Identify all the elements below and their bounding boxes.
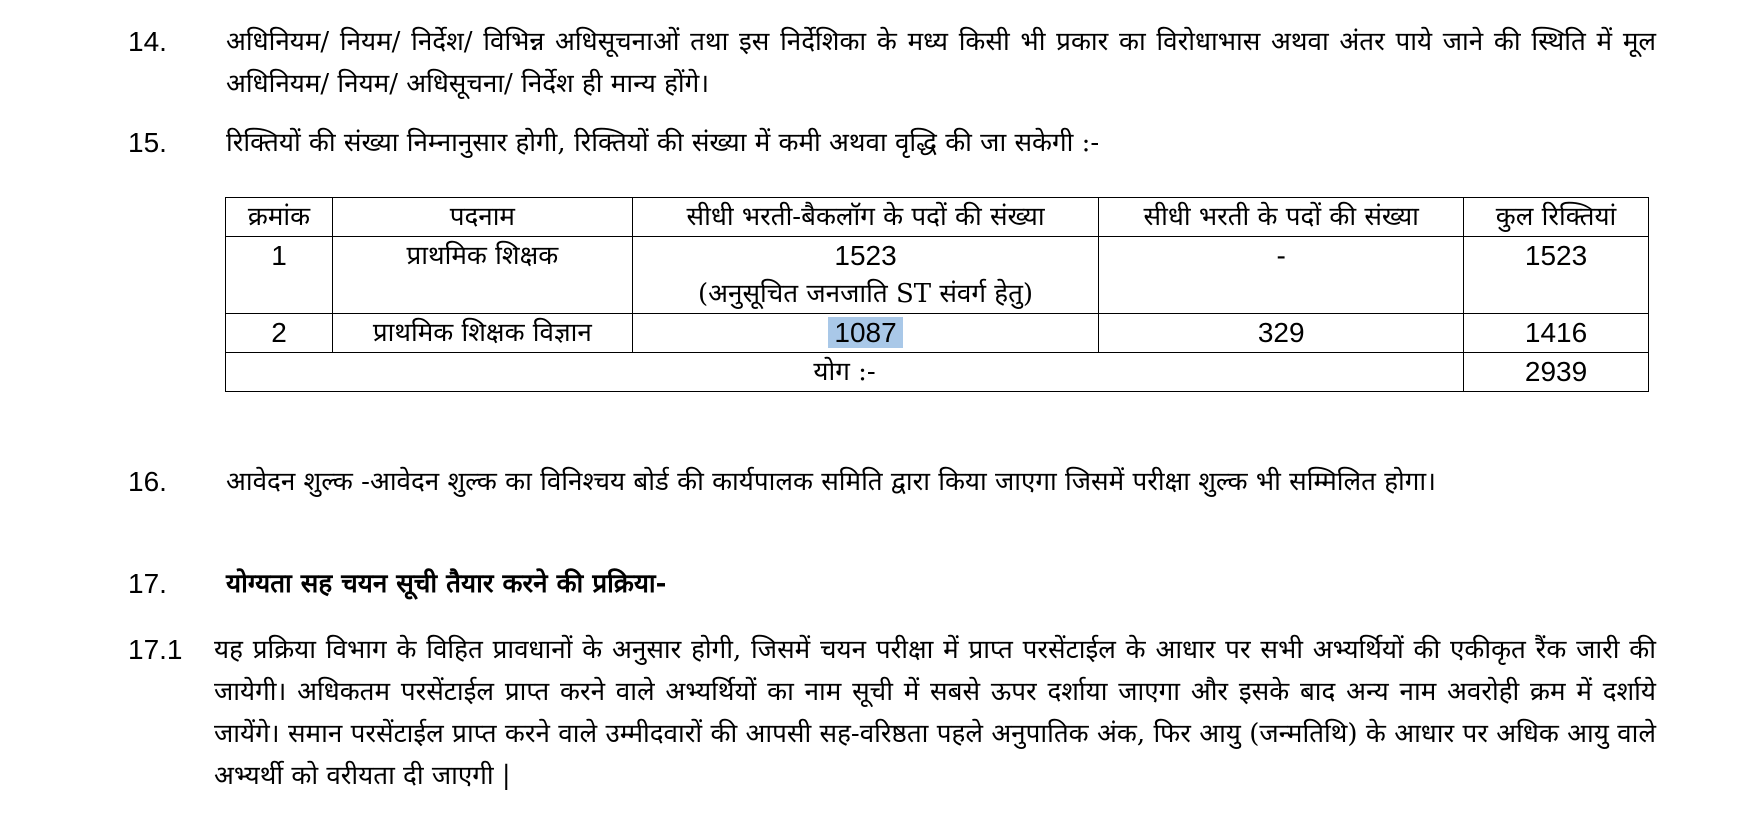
cell-backlog[interactable] <box>632 314 1099 353</box>
selected-text-highlight[interactable]: 1087 <box>828 317 902 348</box>
cell-backlog <box>632 237 1099 314</box>
cell-serial: 1 <box>226 237 333 314</box>
item-number: 17. <box>128 568 167 599</box>
header-serial: क्रमांक <box>226 198 333 237</box>
section-heading: योग्यता सह चयन सूची तैयार करने की प्रक्रिया- <box>226 569 667 599</box>
cell-serial: 2 <box>226 314 333 353</box>
header-post: पदनाम <box>332 198 632 237</box>
item-number: 17.1 <box>128 634 183 665</box>
cell-total: 1523 <box>1464 237 1649 314</box>
cell-direct: 329 <box>1099 314 1464 353</box>
item-text: अधिनियम/ नियम/ निर्देश/ विभिन्न अधिसूचनाओं तथा इस निर्देशिका के मध्य किसी भी प्रकार का विरोधाभास अथवा अंतर पाये जाने की स्थिति में मूल अधिनियम/ नियम/ अधिसूचना/ निर्देश ही मान्य होंगे। <box>226 27 1656 99</box>
backlog-note: (अनुसूचित जनजाति ST संवर्ग हेतु) <box>698 279 1034 309</box>
total-label: योग :- <box>226 353 1464 392</box>
table-header-row <box>226 198 1649 237</box>
table-row <box>226 314 1649 353</box>
table-row <box>226 237 1649 314</box>
item-number: 16. <box>128 466 167 497</box>
header-direct: सीधी भरती के पदों की संख्या <box>1099 198 1464 237</box>
vacancy-table <box>225 197 1649 392</box>
grand-total: 2939 <box>1464 353 1649 392</box>
clipped-text-fragment <box>600 0 960 6</box>
cell-direct: - <box>1099 237 1464 314</box>
item-text: यह प्रक्रिया विभाग के विहित प्रावधानों के अनुसार होगी, जिसमें चयन परीक्षा में प्राप्त परसेंटाईल के आधार पर सभी अभ्यर्थियों की एकीकृत रैंक जारी की जायेगी। अधिकतम परसेंटाईल प्राप्त करने वाले अभ्यर्थियों का नाम सूची में सबसे ऊपर दर्शाया जाएगा और इसके बाद अन्य नाम अवरोही क्रम में दर्शाये जायेंगे। समान परसेंटाईल प्राप्त करने वाले उम्मीदवारों की आपसी सह-वरिष्ठता पहले अनुपातिक अंक, फिर आयु (जन्मतिथि) के आधार पर अधिक आयु वाले अभ्यर्थी को वरीयता दी जाएगी | <box>214 635 1656 791</box>
item-text: रिक्तियों की संख्या निम्नानुसार होगी, रिक्तियों की संख्या में कमी अथवा वृद्धि की जा सकेगी :- <box>226 128 1100 158</box>
header-total: कुल रिक्तियां <box>1464 198 1649 237</box>
item-number: 14. <box>128 26 167 57</box>
cell-post: प्राथमिक शिक्षक <box>332 237 632 314</box>
backlog-count: 1523 <box>834 240 897 271</box>
item-number: 15. <box>128 127 167 158</box>
cell-post: प्राथमिक शिक्षक विज्ञान <box>332 314 632 353</box>
header-backlog: सीधी भरती-बैकलॉग के पदों की संख्या <box>632 198 1099 237</box>
table-total-row <box>226 353 1649 392</box>
cell-total: 1416 <box>1464 314 1649 353</box>
item-text: आवेदन शुल्क -आवेदन शुल्क का विनिश्चय बोर्ड की कार्यपालक समिति द्वारा किया जाएगा जिसमें परीक्षा शुल्क भी सम्मिलित होगा। <box>226 467 1436 497</box>
